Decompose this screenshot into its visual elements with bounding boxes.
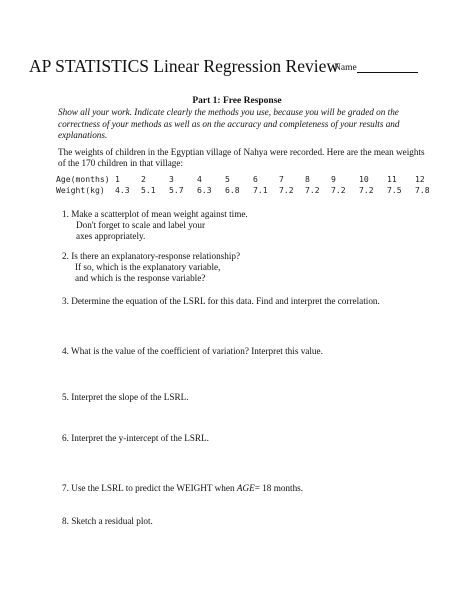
part-heading: Part 1: Free Response: [192, 96, 282, 106]
age-cell: 12: [415, 173, 425, 184]
age-cell: 8: [305, 173, 310, 184]
question-7-variable: AGE: [236, 483, 255, 493]
weight-cell: 5.1: [141, 184, 156, 195]
question-1-line: Don't forget to scale and label your: [76, 220, 206, 231]
weight-cell: 7.5: [387, 184, 402, 195]
name-blank-line: [357, 72, 418, 73]
data-table: [56, 173, 437, 195]
weight-cell: 6.3: [197, 184, 212, 195]
weight-cell: 7.8: [415, 184, 430, 195]
question-2-line: and which is the response variable?: [75, 273, 206, 284]
age-row: [56, 173, 437, 184]
age-cell: 9: [331, 173, 336, 184]
instructions: Show all your work. Indicate clearly the methods you use, because you will be graded on the correctness of your methods as well as on the accuracy and completeness of your results and explanations.: [58, 107, 400, 141]
weight-cell: 7.2: [331, 184, 346, 195]
question-1: [62, 209, 248, 243]
weight-cell: 7.2: [305, 184, 320, 195]
question-7: [62, 483, 303, 494]
question-1-line: axes appropriately.: [76, 231, 146, 242]
age-cell: 7: [279, 173, 284, 184]
weight-cell: 7.2: [279, 184, 294, 195]
age-cell: 6: [253, 173, 258, 184]
weight-cell: 5.7: [169, 184, 184, 195]
question-2-line: If so, which is the explanatory variable,: [75, 262, 221, 273]
question-5: 5. Interpret the slope of the LSRL.: [62, 392, 189, 402]
question-7-value: = 18 months.: [254, 483, 304, 493]
weight-row: [56, 184, 437, 195]
weight-cell: 7.2: [359, 184, 374, 195]
intro-paragraph: The weights of children in the Egyptian village of Nahya were recorded. Here are the mean weights of the 170 children in that village:: [58, 147, 425, 168]
age-cell: 1: [115, 173, 120, 184]
weight-cell: 6.8: [225, 184, 240, 195]
age-cell: 5: [225, 173, 230, 184]
question-8: 8. Sketch a residual plot.: [62, 516, 153, 526]
age-cell: 11: [387, 173, 397, 184]
age-cell: 4: [197, 173, 202, 184]
age-cell: 10: [359, 173, 369, 184]
question-2-line: 2. Is there an explanatory-response relationship?: [62, 251, 241, 261]
question-4: 4. What is the value of the coefficient of variation? Interpret this value.: [62, 346, 323, 356]
question-3: 3. Determine the equation of the LSRL for this data. Find and interpret the correlation.: [62, 296, 380, 306]
question-6: 6. Interpret the y-intercept of the LSRL.: [62, 433, 209, 443]
row-label-age: Age(months): [56, 173, 110, 184]
question-1-line: 1. Make a scatterplot of mean weight against time.: [62, 209, 248, 219]
name-label: Name: [334, 63, 357, 73]
weight-cell: 4.3: [115, 184, 130, 195]
age-cell: 3: [169, 173, 174, 184]
page-title: AP STATISTICS Linear Regression Review: [29, 56, 340, 76]
question-7-text: 7. Use the LSRL to predict the WEIGHT when: [62, 483, 237, 493]
weight-cell: 7.1: [253, 184, 268, 195]
age-cell: 2: [141, 173, 146, 184]
row-label-weight: Weight(kg): [56, 184, 105, 195]
question-2: [62, 251, 240, 285]
